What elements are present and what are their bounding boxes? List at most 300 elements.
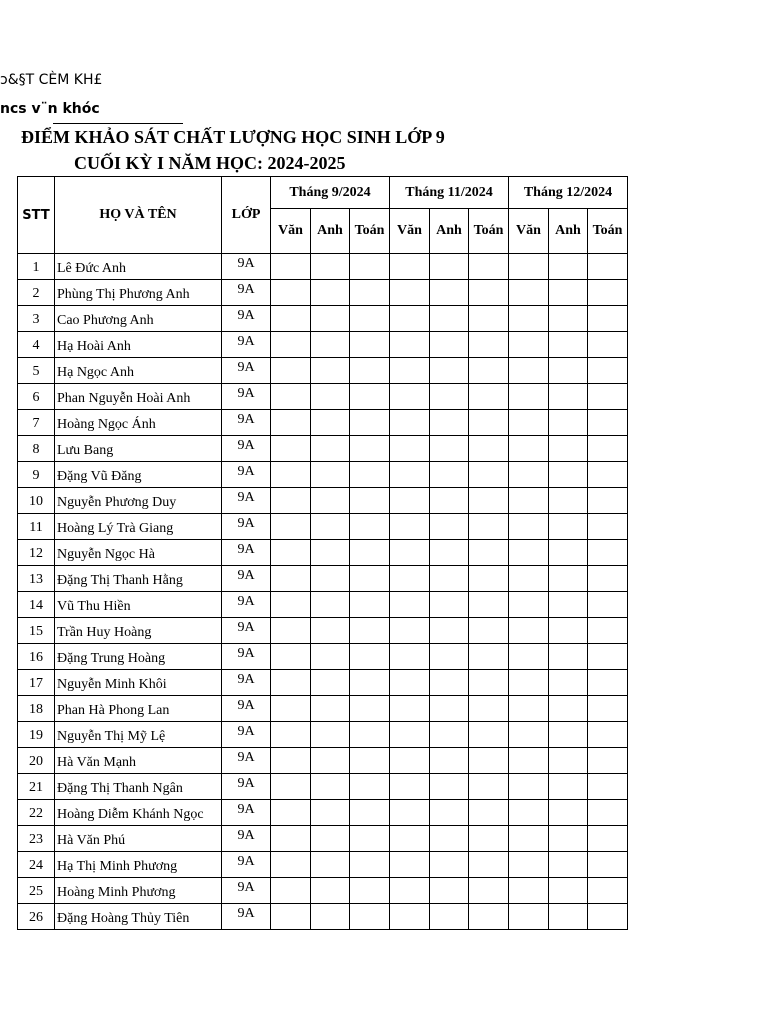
score-cell	[311, 384, 350, 410]
student-class: 9A	[222, 358, 271, 384]
score-cell	[311, 904, 350, 930]
score-cell	[469, 774, 509, 800]
score-cell	[430, 696, 469, 722]
student-name: Đặng Hoàng Thủy Tiên	[55, 904, 222, 930]
score-cell	[311, 332, 350, 358]
score-cell	[509, 852, 549, 878]
score-cell	[311, 618, 350, 644]
student-name: Phan Nguyễn Hoài Anh	[55, 384, 222, 410]
school-department-header: ɔ&§T CÈM KH£	[0, 72, 103, 88]
score-cell	[588, 826, 628, 852]
score-cell	[350, 696, 390, 722]
score-cell	[588, 878, 628, 904]
score-cell	[469, 488, 509, 514]
student-class: 9A	[222, 488, 271, 514]
table-row	[18, 280, 628, 306]
score-cell	[549, 566, 588, 592]
score-cell	[271, 800, 311, 826]
table-row	[18, 904, 628, 930]
student-class: 9A	[222, 410, 271, 436]
student-name: Nguyễn Thị Mỹ Lệ	[55, 722, 222, 748]
score-cell	[311, 436, 350, 462]
student-number: 25	[18, 878, 55, 904]
table-row	[18, 384, 628, 410]
student-number: 6	[18, 384, 55, 410]
score-cell	[430, 748, 469, 774]
student-name: Nguyễn Phương Duy	[55, 488, 222, 514]
score-cell	[271, 462, 311, 488]
score-cell	[271, 280, 311, 306]
score-cell	[430, 488, 469, 514]
student-number: 19	[18, 722, 55, 748]
score-cell	[430, 410, 469, 436]
score-cell	[588, 644, 628, 670]
student-name: Vũ Thu Hiền	[55, 592, 222, 618]
table-row	[18, 774, 628, 800]
score-cell	[430, 644, 469, 670]
table-row	[18, 540, 628, 566]
score-cell	[549, 670, 588, 696]
subject-header: Văn	[271, 209, 311, 254]
score-cell	[588, 904, 628, 930]
score-cell	[350, 410, 390, 436]
score-cell	[588, 462, 628, 488]
student-number: 9	[18, 462, 55, 488]
score-cell	[549, 410, 588, 436]
score-cell	[509, 488, 549, 514]
score-cell	[509, 306, 549, 332]
score-cell	[271, 696, 311, 722]
score-cell	[509, 436, 549, 462]
score-cell	[350, 488, 390, 514]
score-cell	[390, 384, 430, 410]
score-cell	[271, 514, 311, 540]
score-cell	[311, 566, 350, 592]
score-cell	[390, 878, 430, 904]
score-cell	[430, 358, 469, 384]
score-cell	[588, 332, 628, 358]
score-cell	[350, 618, 390, 644]
score-cell	[271, 254, 311, 280]
student-number: 12	[18, 540, 55, 566]
score-cell	[311, 306, 350, 332]
table-row	[18, 852, 628, 878]
score-cell	[271, 878, 311, 904]
score-cell	[588, 852, 628, 878]
score-cell	[549, 540, 588, 566]
student-number: 15	[18, 618, 55, 644]
subject-header: Anh	[430, 209, 469, 254]
score-cell	[350, 540, 390, 566]
score-cell	[549, 280, 588, 306]
score-cell	[430, 384, 469, 410]
score-cell	[509, 904, 549, 930]
subject-header: Anh	[549, 209, 588, 254]
score-cell	[390, 514, 430, 540]
table-row	[18, 748, 628, 774]
table-row	[18, 826, 628, 852]
score-cell	[588, 748, 628, 774]
score-cell	[390, 670, 430, 696]
student-class: 9A	[222, 384, 271, 410]
score-cell	[271, 670, 311, 696]
score-cell	[390, 618, 430, 644]
score-cell	[430, 774, 469, 800]
student-number: 1	[18, 254, 55, 280]
score-cell	[588, 774, 628, 800]
score-cell	[350, 852, 390, 878]
score-cell	[430, 800, 469, 826]
score-cell	[549, 592, 588, 618]
student-number: 18	[18, 696, 55, 722]
student-class: 9A	[222, 254, 271, 280]
score-cell	[588, 410, 628, 436]
score-cell	[311, 514, 350, 540]
score-cell	[311, 774, 350, 800]
score-cell	[469, 306, 509, 332]
table-row	[18, 462, 628, 488]
score-cell	[549, 826, 588, 852]
score-cell	[588, 384, 628, 410]
score-cell	[390, 280, 430, 306]
score-cell	[509, 644, 549, 670]
student-number: 11	[18, 514, 55, 540]
student-number: 8	[18, 436, 55, 462]
table-row	[18, 878, 628, 904]
score-cell	[588, 514, 628, 540]
table-row	[18, 644, 628, 670]
score-cell	[509, 410, 549, 436]
student-class: 9A	[222, 514, 271, 540]
header-underline	[53, 123, 183, 124]
student-class: 9A	[222, 306, 271, 332]
score-cell	[509, 618, 549, 644]
student-number: 2	[18, 280, 55, 306]
score-cell	[350, 800, 390, 826]
score-cell	[509, 826, 549, 852]
score-cell	[469, 254, 509, 280]
student-name: Hạ Thị Minh Phương	[55, 852, 222, 878]
score-cell	[549, 618, 588, 644]
score-cell	[588, 540, 628, 566]
score-cell	[430, 280, 469, 306]
student-name: Đặng Trung Hoàng	[55, 644, 222, 670]
subject-header: Văn	[390, 209, 430, 254]
score-table	[17, 176, 628, 930]
student-name: Trần Huy Hoàng	[55, 618, 222, 644]
table-row	[18, 488, 628, 514]
score-cell	[430, 436, 469, 462]
score-cell	[469, 332, 509, 358]
student-number: 3	[18, 306, 55, 332]
score-cell	[271, 852, 311, 878]
student-class: 9A	[222, 800, 271, 826]
student-class: 9A	[222, 696, 271, 722]
student-name: Lưu Bang	[55, 436, 222, 462]
score-cell	[271, 332, 311, 358]
subject-header: Toán	[469, 209, 509, 254]
score-cell	[350, 670, 390, 696]
score-cell	[390, 566, 430, 592]
column-header-stt: STT	[18, 177, 55, 254]
score-cell	[390, 332, 430, 358]
score-cell	[350, 878, 390, 904]
score-cell	[271, 774, 311, 800]
score-cell	[311, 696, 350, 722]
score-cell	[430, 670, 469, 696]
score-cell	[311, 280, 350, 306]
score-cell	[549, 878, 588, 904]
score-cell	[390, 358, 430, 384]
score-cell	[469, 748, 509, 774]
score-cell	[549, 748, 588, 774]
score-cell	[311, 254, 350, 280]
score-cell	[430, 514, 469, 540]
score-cell	[469, 644, 509, 670]
score-cell	[390, 826, 430, 852]
column-header-name: HỌ VÀ TÊN	[55, 177, 222, 254]
score-cell	[469, 878, 509, 904]
subject-header: Anh	[311, 209, 350, 254]
student-name: Hoàng Lý Trà Giang	[55, 514, 222, 540]
score-cell	[430, 592, 469, 618]
score-cell	[390, 488, 430, 514]
score-cell	[390, 774, 430, 800]
score-cell	[390, 306, 430, 332]
student-name: Hà Văn Mạnh	[55, 748, 222, 774]
score-cell	[549, 904, 588, 930]
score-cell	[469, 618, 509, 644]
month-header: Tháng 11/2024	[390, 177, 509, 209]
student-name: Hoàng Minh Phương	[55, 878, 222, 904]
score-cell	[350, 436, 390, 462]
score-cell	[311, 878, 350, 904]
student-name: Hạ Ngọc Anh	[55, 358, 222, 384]
score-cell	[588, 800, 628, 826]
student-number: 5	[18, 358, 55, 384]
score-cell	[549, 852, 588, 878]
student-name: Đặng Thị Thanh Ngân	[55, 774, 222, 800]
score-cell	[588, 436, 628, 462]
score-cell	[509, 566, 549, 592]
score-cell	[390, 904, 430, 930]
score-cell	[469, 904, 509, 930]
score-cell	[469, 384, 509, 410]
subject-header: Văn	[509, 209, 549, 254]
score-cell	[390, 644, 430, 670]
score-cell	[588, 488, 628, 514]
score-cell	[509, 462, 549, 488]
score-cell	[311, 852, 350, 878]
score-cell	[588, 566, 628, 592]
score-cell	[271, 566, 311, 592]
subject-header: Toán	[350, 209, 390, 254]
student-number: 13	[18, 566, 55, 592]
score-cell	[549, 332, 588, 358]
score-cell	[509, 280, 549, 306]
score-cell	[549, 384, 588, 410]
school-name-header: ncs v¨n khóc	[0, 101, 100, 117]
student-class: 9A	[222, 332, 271, 358]
score-cell	[390, 852, 430, 878]
score-cell	[469, 852, 509, 878]
score-cell	[350, 592, 390, 618]
score-cell	[509, 384, 549, 410]
score-cell	[311, 410, 350, 436]
score-cell	[549, 644, 588, 670]
student-number: 14	[18, 592, 55, 618]
score-cell	[469, 514, 509, 540]
score-cell	[509, 748, 549, 774]
table-row	[18, 566, 628, 592]
table-row	[18, 306, 628, 332]
score-cell	[588, 280, 628, 306]
score-cell	[469, 670, 509, 696]
table-row	[18, 800, 628, 826]
table-row	[18, 436, 628, 462]
score-cell	[549, 800, 588, 826]
student-class: 9A	[222, 748, 271, 774]
student-class: 9A	[222, 462, 271, 488]
score-cell	[271, 436, 311, 462]
score-cell	[509, 592, 549, 618]
score-cell	[469, 436, 509, 462]
table-row	[18, 696, 628, 722]
score-cell	[390, 436, 430, 462]
score-cell	[271, 904, 311, 930]
score-cell	[350, 384, 390, 410]
score-cell	[271, 592, 311, 618]
score-cell	[350, 358, 390, 384]
score-cell	[469, 592, 509, 618]
score-cell	[311, 826, 350, 852]
score-cell	[509, 774, 549, 800]
score-cell	[549, 436, 588, 462]
student-name: Hạ Hoài Anh	[55, 332, 222, 358]
page-title: ĐIỂM KHẢO SÁT CHẤT LƯỢNG HỌC SINH LỚP 9	[21, 127, 445, 147]
student-class: 9A	[222, 722, 271, 748]
score-cell	[311, 644, 350, 670]
student-name: Nguyễn Ngọc Hà	[55, 540, 222, 566]
student-number: 24	[18, 852, 55, 878]
score-cell	[311, 488, 350, 514]
score-cell	[430, 566, 469, 592]
student-class: 9A	[222, 670, 271, 696]
subject-header: Toán	[588, 209, 628, 254]
score-cell	[588, 592, 628, 618]
table-row	[18, 670, 628, 696]
student-class: 9A	[222, 878, 271, 904]
score-cell	[509, 800, 549, 826]
score-cell	[430, 878, 469, 904]
table-row	[18, 358, 628, 384]
score-cell	[350, 306, 390, 332]
score-cell	[350, 904, 390, 930]
score-cell	[311, 670, 350, 696]
table-row	[18, 722, 628, 748]
score-cell	[430, 618, 469, 644]
score-cell	[469, 540, 509, 566]
score-cell	[549, 306, 588, 332]
student-number: 26	[18, 904, 55, 930]
score-cell	[509, 514, 549, 540]
score-cell	[271, 644, 311, 670]
score-cell	[469, 410, 509, 436]
score-cell	[350, 722, 390, 748]
score-cell	[350, 644, 390, 670]
score-cell	[390, 254, 430, 280]
score-cell	[271, 306, 311, 332]
score-cell	[588, 696, 628, 722]
score-cell	[430, 904, 469, 930]
student-number: 7	[18, 410, 55, 436]
score-cell	[430, 332, 469, 358]
score-cell	[350, 774, 390, 800]
score-cell	[311, 462, 350, 488]
student-class: 9A	[222, 618, 271, 644]
score-cell	[469, 358, 509, 384]
score-cell	[509, 722, 549, 748]
student-class: 9A	[222, 826, 271, 852]
student-number: 17	[18, 670, 55, 696]
score-cell	[350, 826, 390, 852]
student-name: Đặng Thị Thanh Hằng	[55, 566, 222, 592]
score-cell	[469, 462, 509, 488]
student-name: Cao Phương Anh	[55, 306, 222, 332]
student-number: 4	[18, 332, 55, 358]
score-cell	[469, 800, 509, 826]
score-cell	[549, 722, 588, 748]
student-class: 9A	[222, 644, 271, 670]
score-cell	[509, 540, 549, 566]
score-cell	[271, 826, 311, 852]
table-row	[18, 618, 628, 644]
student-class: 9A	[222, 280, 271, 306]
student-class: 9A	[222, 774, 271, 800]
score-cell	[588, 358, 628, 384]
score-cell	[588, 306, 628, 332]
student-number: 22	[18, 800, 55, 826]
score-cell	[509, 358, 549, 384]
score-cell	[549, 358, 588, 384]
student-number: 21	[18, 774, 55, 800]
column-header-class: LỚP	[222, 177, 271, 254]
score-cell	[271, 358, 311, 384]
score-cell	[430, 722, 469, 748]
score-cell	[271, 748, 311, 774]
score-cell	[350, 332, 390, 358]
student-name: Phùng Thị Phương Anh	[55, 280, 222, 306]
score-cell	[350, 748, 390, 774]
score-cell	[509, 696, 549, 722]
score-cell	[390, 696, 430, 722]
score-cell	[390, 748, 430, 774]
student-number: 10	[18, 488, 55, 514]
student-class: 9A	[222, 540, 271, 566]
month-header: Tháng 12/2024	[509, 177, 628, 209]
score-cell	[430, 540, 469, 566]
table-row	[18, 592, 628, 618]
score-cell	[311, 722, 350, 748]
score-cell	[390, 800, 430, 826]
score-cell	[271, 384, 311, 410]
score-cell	[509, 670, 549, 696]
score-cell	[271, 410, 311, 436]
score-cell	[430, 306, 469, 332]
score-cell	[311, 800, 350, 826]
score-cell	[350, 566, 390, 592]
table-row	[18, 332, 628, 358]
